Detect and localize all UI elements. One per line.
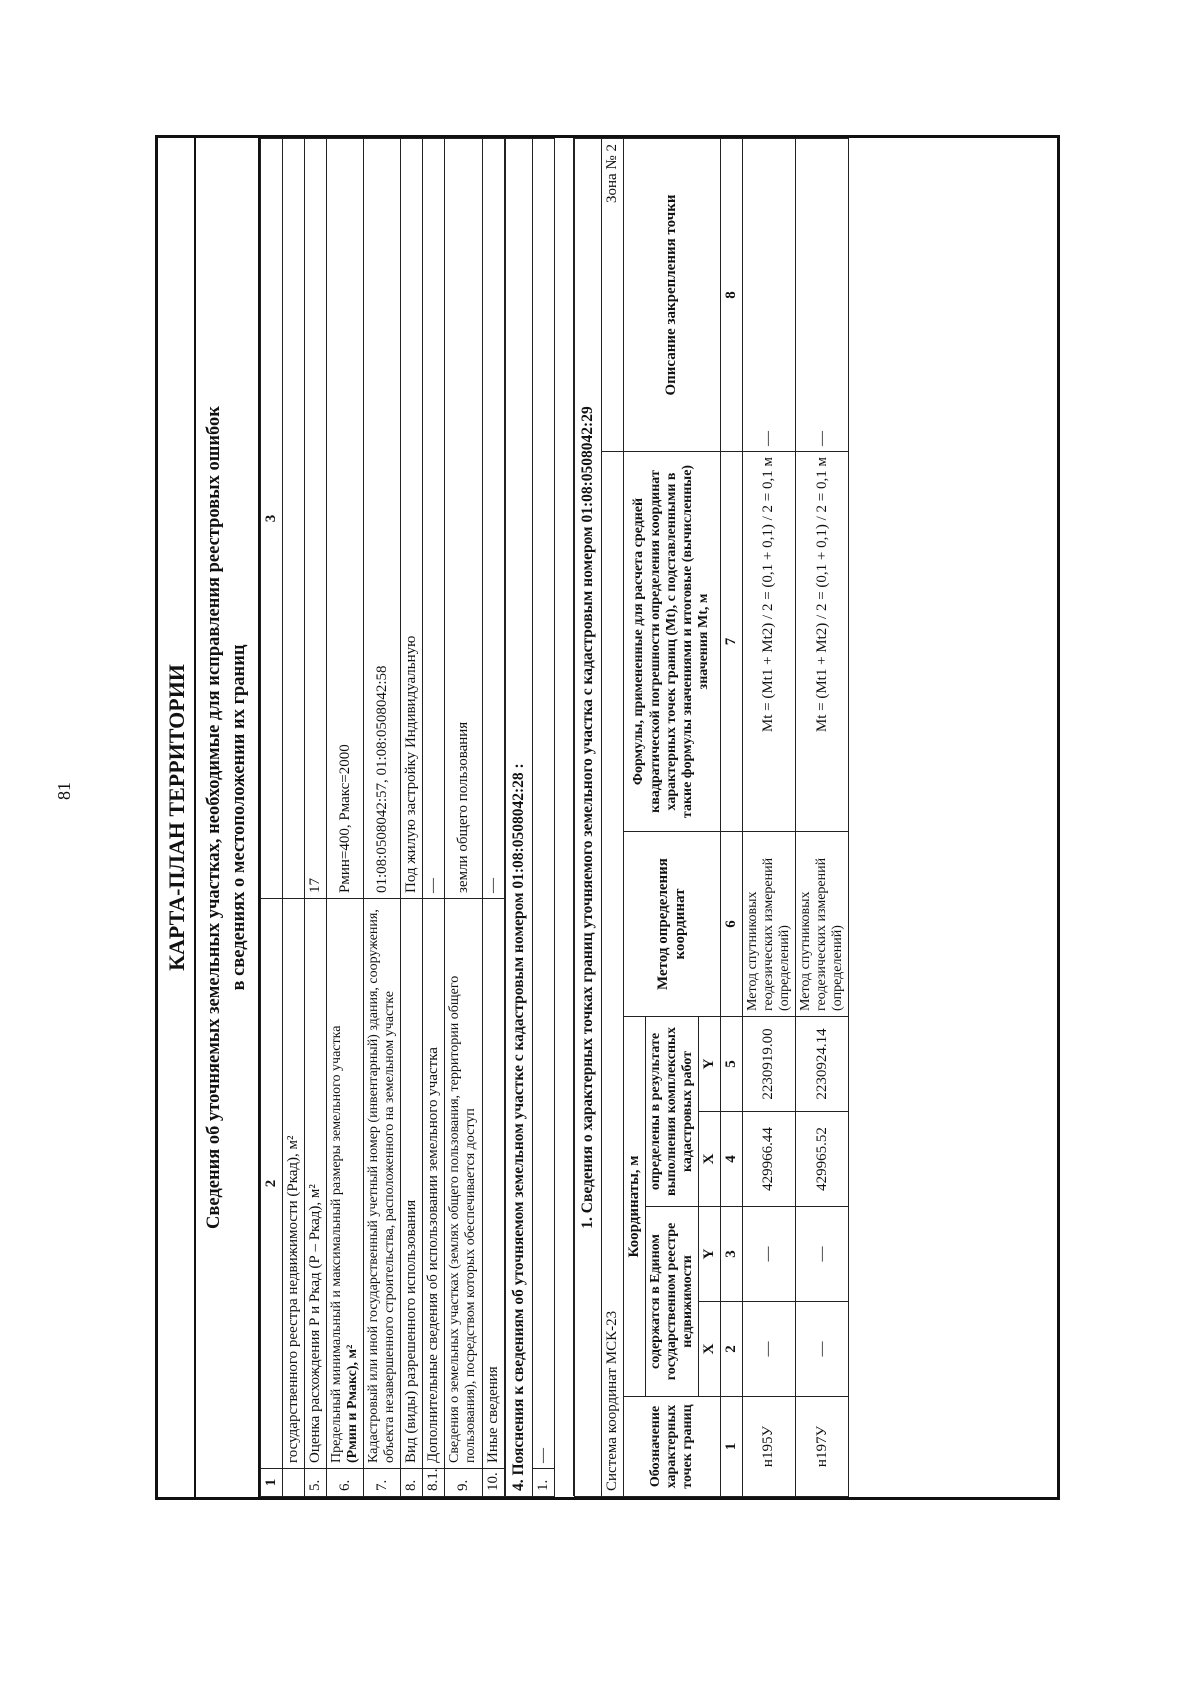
row-number: 8.1. [423,1469,445,1497]
col-number: 7 [720,452,742,832]
point-id: н197У [796,1397,849,1497]
row-number: 8. [401,1469,423,1497]
header-col-2: 2 [260,899,282,1469]
column-numbers-row [720,139,742,1497]
table-row [401,139,423,1497]
spacer [554,139,573,1497]
points-title: 1. Сведения о характерных точках границ уточняемого земельного участка с кадастровым номером 01:08:0508042:29 [574,139,601,1497]
row-number: 6. [326,1469,363,1497]
formula: Mt = (Mt1 + Mt2) / 2 = (0,1 + 0,1) / 2 = 0,1 м [796,452,849,832]
row-value [282,139,304,899]
row-number: 5. [304,1469,326,1497]
col-number: 4 [720,1112,742,1207]
header-col-3: 3 [260,139,282,899]
explanations-title: 4. Пояснения к сведениям об уточняемом земельном участке с кадастровым номером 01:08:0508042:28 : [505,139,532,1497]
page-number: 81 [54,782,74,800]
col-number: 3 [720,1207,742,1302]
x-egrn: — [742,1302,795,1397]
table-row [532,139,554,1497]
row-number: 10. [482,1469,504,1497]
zone-label: Зона № 2 [601,139,623,452]
explanations-table [505,138,574,1497]
row-label: Иные сведения [482,899,504,1469]
table-row [445,139,482,1497]
row-label: Вид (виды) разрешенного использования [401,899,423,1469]
row-number: 9. [445,1469,482,1497]
table-row [482,139,504,1497]
col-number: 5 [720,1017,742,1112]
header-point-designation: Обозначение характерных точек границ [623,1397,720,1497]
row-value: 01:08:0508042:57, 01:08:0508042:58 [364,139,401,899]
table-row [742,139,795,1497]
row-value: — [482,139,504,899]
row-label: государственного реестра недвижимости (Ркад), м² [282,899,304,1469]
y-egrn: — [796,1207,849,1302]
y-coordinate: 2230919.00 [742,1017,795,1112]
subtitle-line-2: в сведениях о местоположении их границ [228,644,249,991]
row-label: Сведения о земельных участках (землях общего пользования, территории общего пользования), посредством которых обеспечивается доступ [445,899,482,1469]
header-y-egrn: Y [698,1207,720,1302]
subtitle-line-1: Сведения об уточняемых земельных участках, необходимые для исправления реестровых ошибок [204,406,224,1229]
header-col-1: 1 [260,1469,282,1497]
row-label: Предельный минимальный и максимальный размеры земельного участка (Рмин и Рмакс), м² [326,899,363,1469]
document-subtitle [196,138,260,1497]
x-coordinate: 429965.52 [796,1112,849,1207]
rotated-page-content [155,135,1060,1500]
table-row [282,139,304,1497]
col-number: 2 [720,1302,742,1397]
x-egrn: — [796,1302,849,1397]
parcel-info-table [260,138,505,1497]
col-number: 6 [720,832,742,1017]
formula: Mt = (Mt1 + Mt2) / 2 = (0,1 + 0,1) / 2 = 0,1 м [742,452,795,832]
method: Метод спутниковых геодезических измерений (определений) [796,832,849,1017]
coord-system: Система координат МСК-23 [601,452,623,1497]
row-value: Под жилую застройку Индивидуальную [401,139,423,899]
row-label: Оценка расхождения Р и Ркад (Р – Ркад), м² [304,899,326,1469]
x-coordinate: 429966.44 [742,1112,795,1207]
header-egrn: содержатся в Едином государственном реестре недвижимости [645,1207,698,1397]
explanations-title-row [505,139,532,1497]
parcel-info-header [260,139,282,1497]
y-coordinate: 2230924.14 [796,1017,849,1112]
col-number: 1 [720,1397,742,1497]
row-value: земли общего пользования [445,139,482,899]
header-method: Метод определения координат [623,832,720,1017]
method: Метод спутниковых геодезических измерений (определений) [742,832,795,1017]
y-egrn: — [742,1207,795,1302]
points-title-row [574,139,601,1497]
point-id: н195У [742,1397,795,1497]
row-label: Кадастровый или иной государственный учетный номер (инвентарный) здания, сооружения, объекта незавершенного строительства, расположенного на земельном участке [364,899,401,1469]
row-value: 17 [304,139,326,899]
characteristic-points-table [574,138,850,1497]
table-row [423,139,445,1497]
row-value: Рмин=400, Рмакс=2000 [326,139,363,899]
document-title: КАРТА-ПЛАН ТЕРРИТОРИИ [158,138,196,1497]
point-description: — [742,139,795,452]
point-description: — [796,139,849,452]
document-frame [155,135,1060,1500]
table-row [304,139,326,1497]
col-number: 8 [720,139,742,452]
row-value: — [423,139,445,899]
row-number: 7. [364,1469,401,1497]
coord-system-row [601,139,623,1497]
table-row [364,139,401,1497]
header-coordinates: Координаты, м [623,1017,645,1397]
points-header-row-1 [623,139,645,1497]
table-row [326,139,363,1497]
header-y-work: Y [698,1017,720,1112]
row-number: 1. [532,1469,554,1497]
table-row [796,139,849,1497]
row-value: — [532,139,554,1469]
header-work: определены в результате выполнения комплексных кадастровых работ [645,1017,698,1207]
header-description: Описание закрепления точки [623,139,720,452]
header-x-egrn: X [698,1302,720,1397]
row-number [282,1469,304,1497]
row-label: Дополнительные сведения об использовании земельного участка [423,899,445,1469]
header-formula: Формулы, примененные для расчета средней квадратической погрешности определения координат характерных точек границ (Mt), с подставленными в такие формулы значениями и итоговые (вычисленные) значения Mt, м [623,452,720,832]
header-x-work: X [698,1112,720,1207]
